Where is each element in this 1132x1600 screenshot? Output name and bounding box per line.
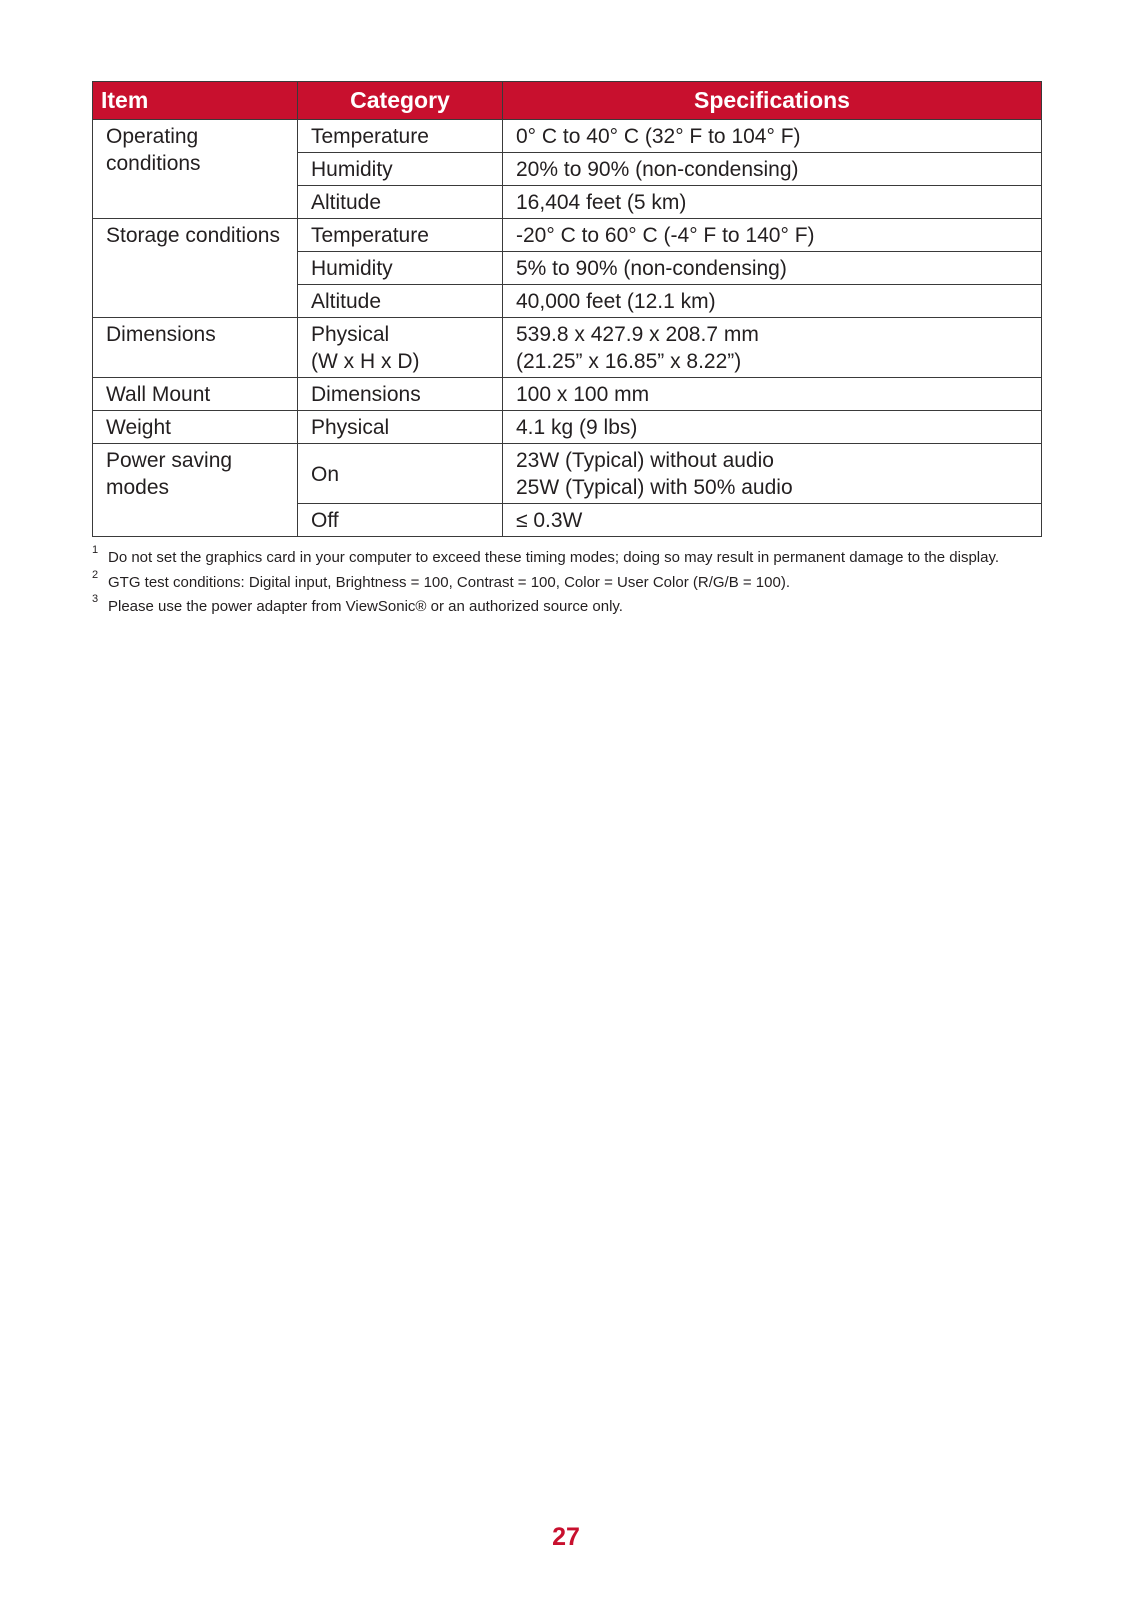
table-row <box>93 411 1042 444</box>
table-row <box>93 378 1042 411</box>
table-header-row <box>93 82 1042 120</box>
footnote-number: 1 <box>92 544 99 556</box>
spec-cell: -20° C to 60° C (-4° F to 140° F) <box>503 219 1042 252</box>
category-line: (W x H x D) <box>311 350 420 373</box>
spec-cell: 16,404 feet (5 km) <box>503 186 1042 219</box>
spec-line: 23W (Typical) without audio <box>516 449 774 472</box>
category-cell <box>298 318 503 378</box>
specifications-table <box>92 81 1042 537</box>
spec-cell: ≤ 0.3W <box>503 504 1042 537</box>
footnote <box>92 568 1052 596</box>
spec-line: (21.25” x 16.85” x 8.22”) <box>516 350 742 373</box>
header-specifications: Specifications <box>503 82 1042 120</box>
item-line: modes <box>106 476 170 499</box>
table-row <box>93 120 1042 153</box>
table-row <box>93 444 1042 504</box>
header-category: Category <box>298 82 503 120</box>
footnote-number: 2 <box>92 568 99 581</box>
category-cell: Off <box>298 504 503 537</box>
footnote-text: Do not set the graphics card in your computer to exceed these timing modes; doing so may result in permanent damage to the display. <box>108 549 1000 566</box>
item-cell: Wall Mount <box>93 378 298 411</box>
spec-line: 25W (Typical) with 50% audio <box>516 476 793 499</box>
table-row <box>93 318 1042 378</box>
category-line: Physical <box>311 323 390 346</box>
spec-cell: 100 x 100 mm <box>503 378 1042 411</box>
category-cell: Temperature <box>298 120 503 153</box>
table-row <box>93 219 1042 252</box>
footnote-text: GTG test conditions: Digital input, Brightness = 100, Contrast = 100, Color = User Color (R/G/B = 100). <box>108 573 790 591</box>
item-cell: Operating conditions <box>93 120 298 219</box>
category-cell: Humidity <box>298 252 503 285</box>
footnote <box>92 546 1052 571</box>
footnote-text: Please use the power adapter from ViewSonic® or an authorized source only. <box>108 598 623 615</box>
footnotes <box>92 546 1052 620</box>
spec-cell <box>503 444 1042 504</box>
item-cell <box>93 444 298 537</box>
category-cell: Temperature <box>298 219 503 252</box>
header-item: Item <box>93 82 298 120</box>
category-cell: Physical <box>298 411 503 444</box>
page-number: 27 <box>552 1523 580 1551</box>
item-line: Power saving <box>106 449 233 472</box>
spec-cell: 40,000 feet (12.1 km) <box>503 285 1042 318</box>
spec-line: 539.8 x 427.9 x 208.7 mm <box>516 323 759 346</box>
spec-cell <box>503 318 1042 378</box>
item-cell: Storage conditions <box>93 219 298 318</box>
category-cell: Dimensions <box>298 378 503 411</box>
category-cell: On <box>298 444 503 504</box>
category-cell: Humidity <box>298 153 503 186</box>
spec-cell: 0° C to 40° C (32° F to 104° F) <box>503 120 1042 153</box>
footnote-number: 3 <box>92 593 99 605</box>
spec-cell: 4.1 kg (9 lbs) <box>503 411 1042 444</box>
category-cell: Altitude <box>298 285 503 318</box>
spec-cell: 20% to 90% (non-condensing) <box>503 153 1042 186</box>
item-cell: Dimensions <box>93 318 298 378</box>
footnote <box>92 595 1052 620</box>
item-cell: Weight <box>93 411 298 444</box>
spec-cell: 5% to 90% (non-condensing) <box>503 252 1042 285</box>
category-cell: Altitude <box>298 186 503 219</box>
